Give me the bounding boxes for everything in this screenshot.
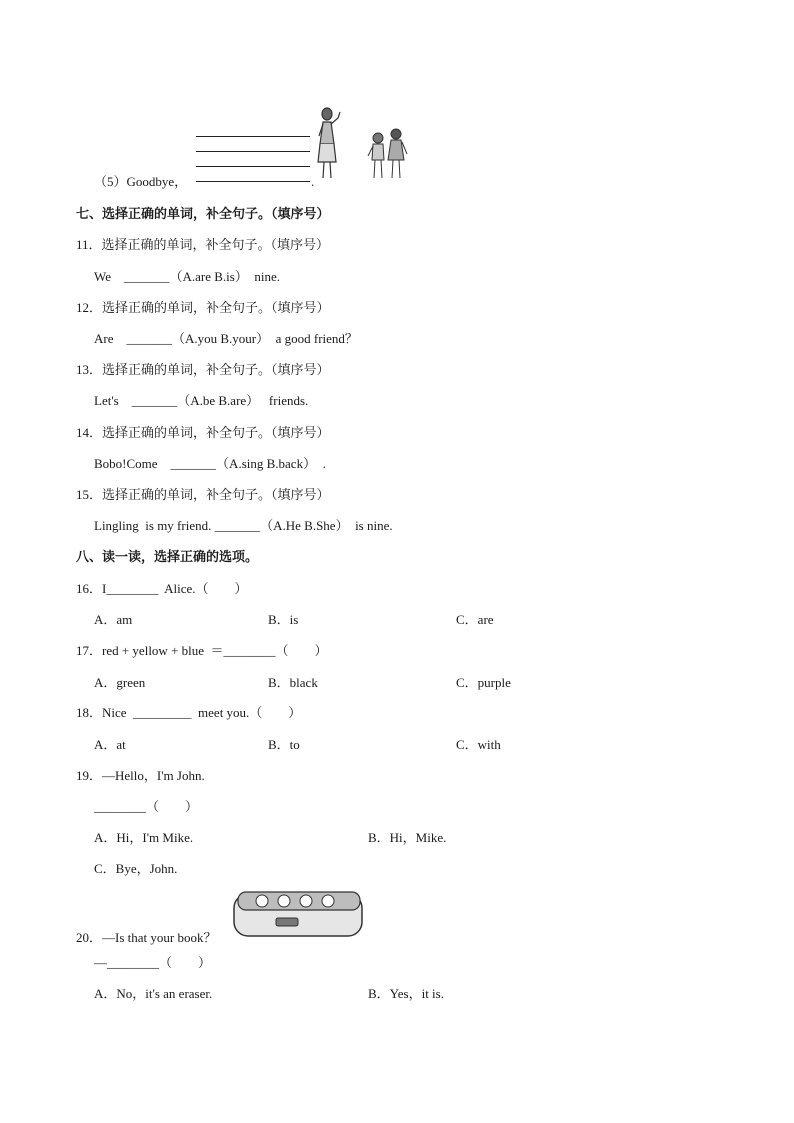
q14-sentence: Bobo!Come _______（A.sing B.back） . — [94, 456, 326, 471]
q18-option-a[interactable]: A．at — [94, 737, 126, 752]
q5-period: . — [311, 174, 315, 189]
q19-option-c[interactable]: C．Bye，John. — [94, 861, 178, 876]
q17-stem: 17．red + yellow + blue ＝________（ ） — [76, 643, 328, 658]
q15-number: 15．选择正确的单词，补全句子。（填序号） — [76, 487, 330, 502]
q11-number: 11．选择正确的单词，补全句子。（填序号） — [76, 237, 330, 252]
section7-heading: 七、选择正确的单词，补全句子。（填序号） — [76, 206, 330, 221]
teacher-figure — [318, 108, 340, 178]
q16-option-a[interactable]: A．am — [94, 612, 133, 627]
teacher-and-children-illustration — [310, 104, 414, 184]
q16-option-c[interactable]: C．are — [456, 612, 494, 627]
q12-number: 12．选择正确的单词，补全句子。（填序号） — [76, 300, 330, 315]
q20-option-a[interactable]: A．No，it's an eraser. — [94, 986, 213, 1001]
q18-option-b[interactable]: B．to — [268, 737, 300, 752]
q15-sentence: Lingling is my friend. _______（A.He B.She） is nine. — [94, 518, 393, 533]
q20-stem: 20．—Is that your book？ — [76, 930, 217, 945]
q14-number: 14．选择正确的单词，补全句子。（填序号） — [76, 425, 330, 440]
q5-answer-line[interactable] — [196, 181, 310, 182]
children-figures — [368, 129, 407, 178]
q11-sentence: We _______（A.are B.is） nine. — [94, 269, 280, 284]
q20-blank[interactable]: —________（ ） — [94, 955, 212, 970]
q12-sentence: Are _______（A.you B.your） a good friend？ — [94, 331, 358, 346]
q20-option-b[interactable]: B．Yes，it is. — [368, 986, 444, 1001]
q5-label: （5）Goodbye， — [94, 174, 188, 189]
q18-option-c[interactable]: C．with — [456, 737, 501, 752]
q16-stem: 16．I________ Alice.（ ） — [76, 581, 248, 596]
q17-option-a[interactable]: A．green — [94, 675, 146, 690]
q13-sentence: Let's _______（A.be B.are） friends. — [94, 393, 309, 408]
q19-stem: 19．—Hello，I'm John. — [76, 768, 205, 783]
q17-option-b[interactable]: B．black — [268, 675, 318, 690]
q13-number: 13．选择正确的单词，补全句子。（填序号） — [76, 362, 330, 377]
section8-heading: 八、读一读，选择正确的选项。 — [76, 549, 259, 564]
q19-option-b[interactable]: B．Hi，Mike. — [368, 830, 447, 845]
answer-line-3[interactable] — [196, 166, 310, 167]
q17-option-c[interactable]: C．purple — [456, 675, 511, 690]
answer-line-1[interactable] — [196, 136, 310, 137]
answer-line-2[interactable] — [196, 151, 310, 152]
q16-option-b[interactable]: B．is — [268, 612, 299, 627]
q19-blank[interactable]: ________（ ） — [94, 799, 199, 814]
q19-option-a[interactable]: A．Hi，I'm Mike. — [94, 830, 194, 845]
pencil-case-illustration — [232, 888, 366, 942]
q18-stem: 18．Nice _________ meet you.（ ） — [76, 705, 302, 720]
